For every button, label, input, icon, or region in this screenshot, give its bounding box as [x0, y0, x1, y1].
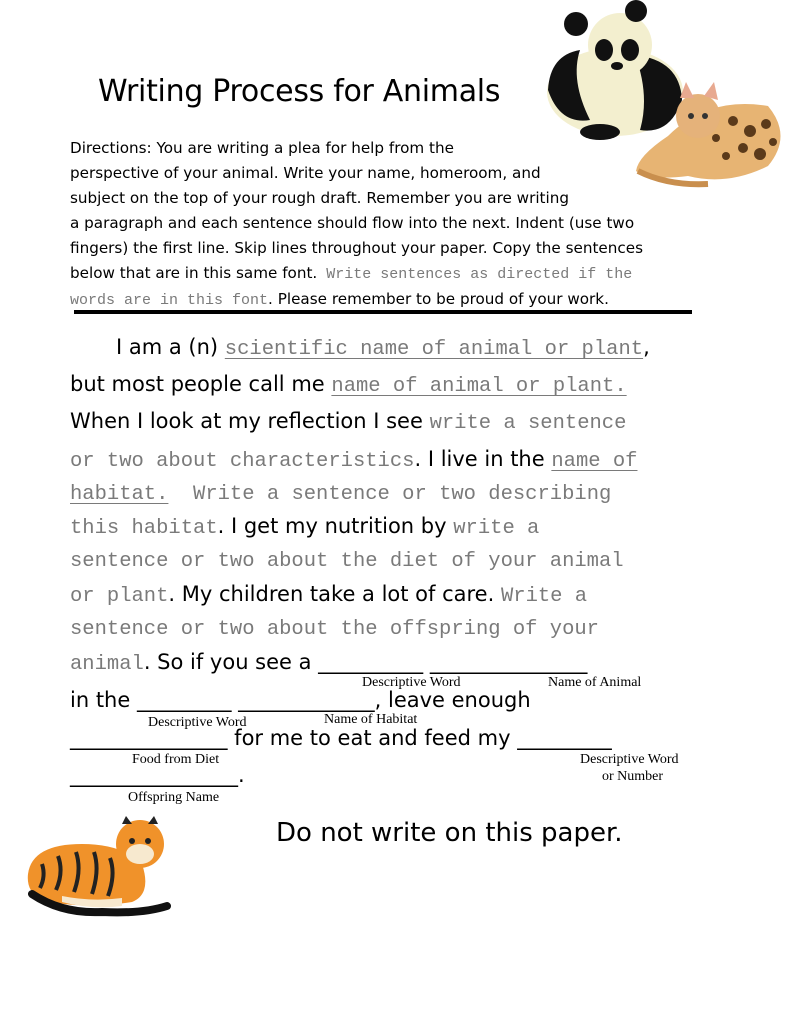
writing-prompt: animal	[70, 653, 144, 676]
paragraph-text: . I get my nutrition by	[217, 514, 447, 538]
directions-mono-segment: Write sentences as directed if the	[317, 266, 633, 283]
paragraph-text: in the _________ _____________, leave enough	[70, 688, 531, 712]
writing-prompt: or two about characteristics	[70, 450, 415, 473]
paragraph-line	[70, 372, 627, 398]
blank-caption: Name of Animal	[548, 675, 642, 690]
blank-caption: or Number	[602, 769, 664, 784]
blank-caption: Descriptive Word	[580, 752, 679, 767]
blank-caption: Name of Habitat	[324, 712, 418, 727]
paragraph-line	[70, 650, 587, 676]
paragraph-text: ,	[643, 335, 650, 359]
paragraph-line	[116, 335, 650, 361]
tiger-illustration	[22, 814, 172, 918]
fill-in-blank: name of	[551, 450, 638, 473]
paragraph-text: ________________.	[70, 763, 245, 787]
paragraph-text: _______________ for me to eat and feed my _________	[70, 726, 612, 750]
paragraph-line	[70, 726, 612, 750]
paragraph-line	[70, 514, 539, 540]
paragraph-line	[70, 480, 611, 506]
writing-prompt: this habitat	[70, 517, 218, 540]
paragraph-line	[70, 409, 626, 435]
notice-text: Do not write on this paper.	[276, 818, 623, 848]
writing-prompt: sentence or two about the offspring of your	[70, 618, 599, 641]
blank-caption: Descriptive Word	[148, 715, 247, 730]
blank-caption: Food from Diet	[132, 752, 220, 767]
fill-in-blank: habitat.	[70, 483, 169, 506]
writing-prompt: or plant	[70, 585, 169, 608]
paragraph-line	[70, 763, 245, 787]
blank-caption: Offspring Name	[128, 790, 220, 805]
directions-line: perspective of your animal. Write your name, homeroom, and	[70, 164, 541, 182]
directions-line: a paragraph and each sentence should flow into the next. Indent (use two	[70, 214, 635, 232]
paragraph-text: . So if you see a __________ _______________	[143, 650, 588, 674]
ocelot-illustration	[628, 76, 788, 200]
paragraph-line	[70, 615, 599, 641]
writing-prompt: Write a	[500, 585, 588, 608]
writing-prompt: Write a sentence or two describing	[168, 483, 612, 506]
fill-in-blank: scientific name of animal or plant	[224, 338, 644, 361]
directions-segment: below that are in this same font.	[70, 264, 318, 282]
paragraph-line	[70, 547, 624, 573]
paragraph-text: but most people call me	[70, 372, 325, 396]
fill-in-blank: name of animal or plant.	[331, 375, 627, 398]
paragraph-line	[70, 447, 637, 473]
writing-prompt: sentence or two about the diet of your animal	[70, 550, 624, 573]
paragraph-text: . I live in the	[414, 447, 545, 471]
directions-line: subject on the top of your rough draft. Remember you are writing	[70, 189, 569, 207]
writing-prompt: write a	[453, 517, 540, 540]
paragraph-line	[70, 582, 587, 608]
directions-line	[70, 261, 730, 287]
divider-rule	[74, 310, 692, 314]
directions-mono-segment: words are in this font	[70, 292, 269, 309]
paragraph-text: . My children take a lot of care.	[168, 582, 495, 606]
paragraph-line	[70, 688, 531, 712]
paragraph-text: When I look at my reflection I see	[70, 409, 423, 433]
paragraph-text: I am a (n)	[116, 335, 219, 359]
writing-prompt: write a sentence	[429, 412, 627, 435]
directions-line: Directions: You are writing a plea for help from the	[70, 139, 454, 157]
page-title: Writing Process for Animals	[98, 74, 501, 109]
directions-segment: . Please remember to be proud of your work.	[268, 290, 609, 308]
blank-caption: Descriptive Word	[362, 675, 461, 690]
directions-line: fingers) the first line. Skip lines throughout your paper. Copy the sentences	[70, 239, 643, 257]
